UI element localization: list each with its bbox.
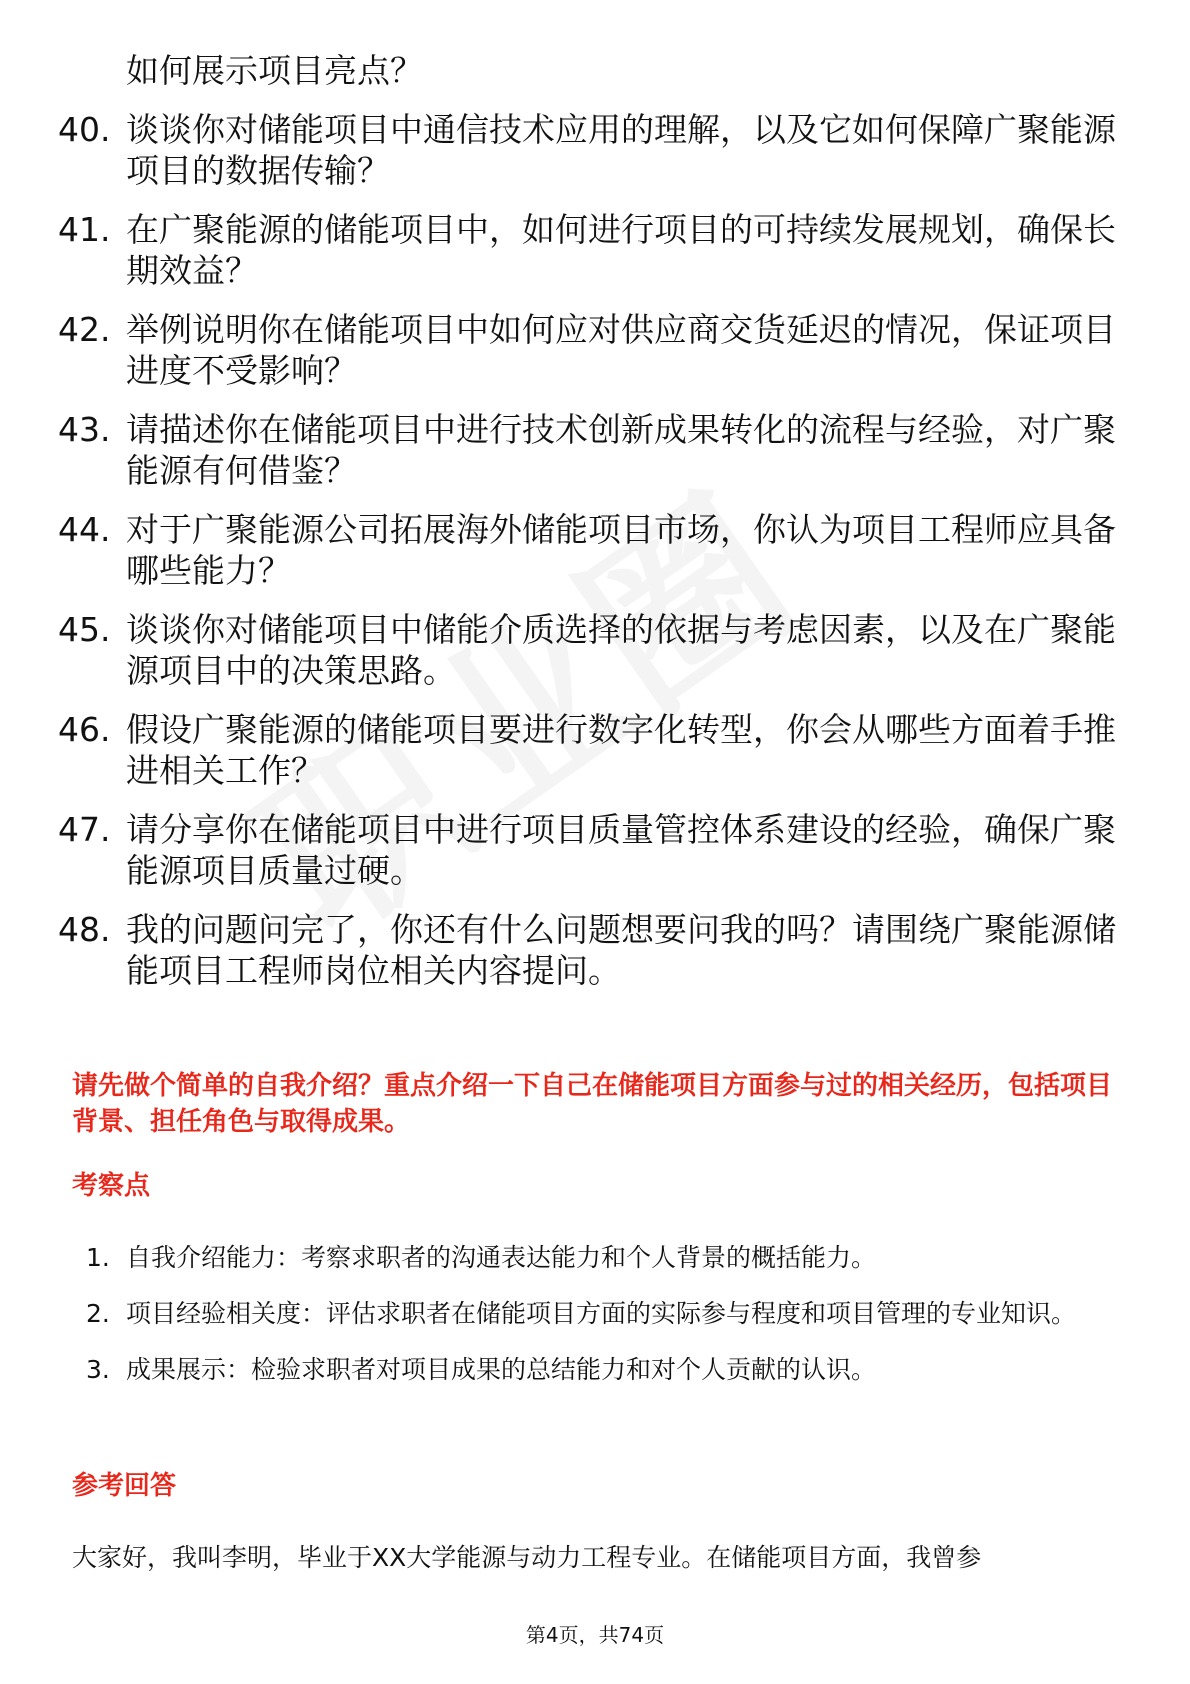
question-item	[0, 109, 1116, 191]
question-number: 48.	[58, 910, 111, 949]
answer-heading: 参考回答	[72, 1471, 177, 1501]
question-item	[0, 709, 1116, 791]
page-footer: 第4页，共74页	[525, 1623, 665, 1647]
question-item	[0, 209, 1116, 291]
question-list	[0, 50, 1190, 1009]
question-number: 46.	[58, 710, 111, 749]
criteria-number: 2.	[86, 1299, 110, 1328]
question-number: 40.	[58, 110, 111, 149]
question-number: 44.	[58, 510, 111, 549]
question-text: 请描述你在储能项目中进行技术创新成果转化的流程与经验，对广聚能源有何借鉴？	[126, 410, 1116, 490]
question-text: 在广聚能源的储能项目中，如何进行项目的可持续发展规划，确保长期效益？	[126, 210, 1116, 290]
question-text: 假设广聚能源的储能项目要进行数字化转型，你会从哪些方面着手推进相关工作？	[126, 710, 1116, 790]
question-item	[0, 809, 1116, 891]
question-number: 47.	[58, 810, 111, 849]
criteria-list	[0, 1230, 1190, 1398]
question-item	[0, 309, 1116, 391]
criteria-heading: 考察点	[72, 1171, 151, 1201]
criteria-text: 自我介绍能力：考察求职者的沟通表达能力和个人背景的概括能力。	[126, 1243, 877, 1272]
criteria-number: 1.	[86, 1243, 110, 1272]
question-item	[0, 909, 1116, 991]
question-text: 对于广聚能源公司拓展海外储能项目市场，你认为项目工程师应具备哪些能力？	[126, 510, 1116, 590]
criteria-text: 项目经验相关度：评估求职者在储能项目方面的实际参与程度和项目管理的专业知识。	[126, 1299, 1077, 1328]
question-number: 45.	[58, 610, 111, 649]
criteria-number: 3.	[86, 1355, 110, 1384]
question-text: 请分享你在储能项目中进行项目质量管控体系建设的经验，确保广聚能源项目质量过硬。	[126, 810, 1116, 890]
question-continuation: 如何展示项目亮点？	[126, 51, 423, 90]
criteria-item	[0, 1230, 1136, 1286]
question-item	[0, 609, 1116, 691]
question-item	[0, 409, 1116, 491]
question-text: 谈谈你对储能项目中通信技术应用的理解，以及它如何保障广聚能源项目的数据传输？	[126, 110, 1116, 190]
question-number: 42.	[58, 310, 111, 349]
question-text: 谈谈你对储能项目中储能介质选择的依据与考虑因素，以及在广聚能源项目中的决策思路。	[126, 610, 1116, 690]
question-text: 我的问题问完了，你还有什么问题想要问我的吗？请围绕广聚能源储能项目工程师岗位相关内容提问。	[126, 910, 1116, 990]
criteria-item	[0, 1342, 1136, 1398]
question-item	[0, 509, 1116, 591]
criteria-text: 成果展示：检验求职者对项目成果的总结能力和对个人贡献的认识。	[126, 1355, 877, 1384]
criteria-item	[0, 1286, 1136, 1342]
featured-question: 请先做个简单的自我介绍？重点介绍一下自己在储能项目方面参与过的相关经历，包括项目背景、担任角色与取得成果。	[72, 1071, 1113, 1137]
question-text: 举例说明你在储能项目中如何应对供应商交货延迟的情况，保证项目进度不受影响？	[126, 310, 1116, 390]
question-number: 41.	[58, 210, 111, 249]
answer-text: 大家好，我叫李明，毕业于XX大学能源与动力工程专业。在储能项目方面，我曾参	[72, 1543, 982, 1572]
question-number: 43.	[58, 410, 111, 449]
